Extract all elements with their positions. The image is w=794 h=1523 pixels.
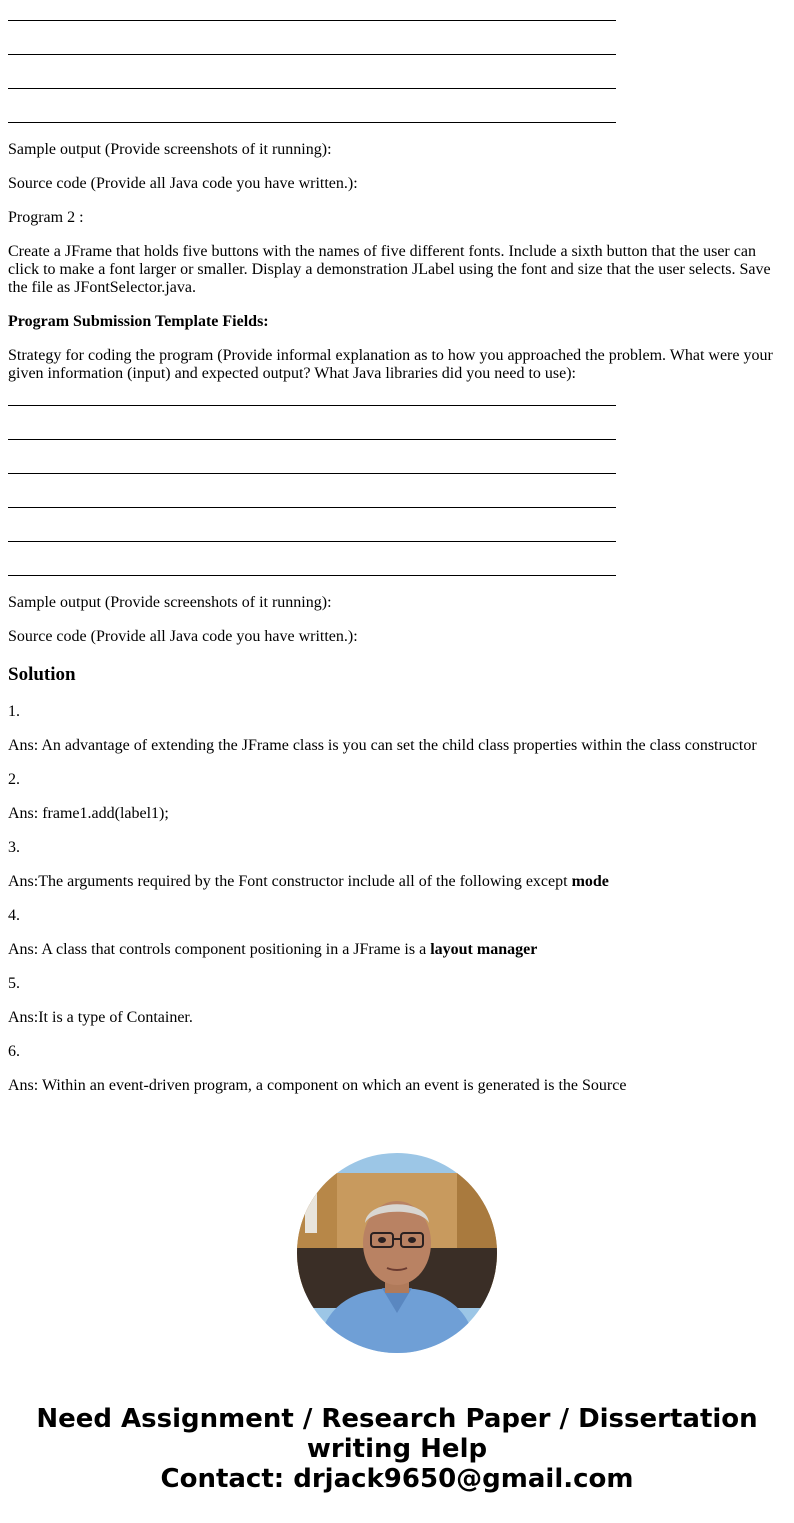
promo-line: Need Assignment / Research Paper / Dissertation bbox=[36, 1404, 758, 1434]
template-fields-heading: Program Submission Template Fields: bbox=[8, 313, 269, 330]
solution-number: 5. bbox=[8, 975, 20, 992]
author-photo bbox=[297, 1153, 497, 1353]
promo-banner bbox=[0, 1404, 794, 1494]
source-code-label: Source code (Provide all Java code you have written.): bbox=[8, 175, 358, 192]
solution-answer: Ans: A class that controls component positioning in a JFrame is a layout manager bbox=[8, 941, 538, 958]
solution-answer: Ans:It is a type of Container. bbox=[8, 1009, 193, 1026]
program-2-description: Create a JFrame that holds five buttons with the names of five different fonts. Include a sixth button that the user can click to make a font larger or smaller. Display a demonstration JLabel using the font and size that the user selects. Save the file as JFontSelector.java. bbox=[8, 243, 771, 296]
promo-line: writing Help bbox=[306, 1434, 488, 1464]
answer-line bbox=[8, 122, 616, 123]
solution-answer: Ans: Within an event-driven program, a component on which an event is generated is the Source bbox=[8, 1077, 627, 1094]
solution-answer: Ans:The arguments required by the Font constructor include all of the following except mode bbox=[8, 873, 609, 890]
source-code-label: Source code (Provide all Java code you have written.): bbox=[8, 628, 358, 645]
solution-heading: Solution bbox=[8, 664, 76, 685]
answer-line bbox=[8, 575, 616, 576]
promo-contact: Contact: drjack9650@gmail.com bbox=[160, 1464, 634, 1494]
solution-number: 3. bbox=[8, 839, 20, 856]
solution-answer: Ans: An advantage of extending the JFrame class is you can set the child class properties within the class constructor bbox=[8, 737, 757, 754]
solution-number: 4. bbox=[8, 907, 20, 924]
solution-answer: Ans: frame1.add(label1); bbox=[8, 805, 169, 822]
program-2-heading: Program 2 : bbox=[8, 209, 84, 226]
strategy-prompt: Strategy for coding the program (Provide informal explanation as to how you approached the problem. What were your given information (input) and expected output? What Java libraries did you need to use): bbox=[8, 347, 773, 382]
document-body bbox=[8, 0, 786, 1095]
solution-number: 1. bbox=[8, 703, 20, 720]
solution-number: 2. bbox=[8, 771, 20, 788]
solution-number: 6. bbox=[8, 1043, 20, 1060]
sample-output-label: Sample output (Provide screenshots of it running): bbox=[8, 141, 332, 158]
solution-list bbox=[8, 703, 786, 1095]
sample-output-label: Sample output (Provide screenshots of it running): bbox=[8, 594, 332, 611]
